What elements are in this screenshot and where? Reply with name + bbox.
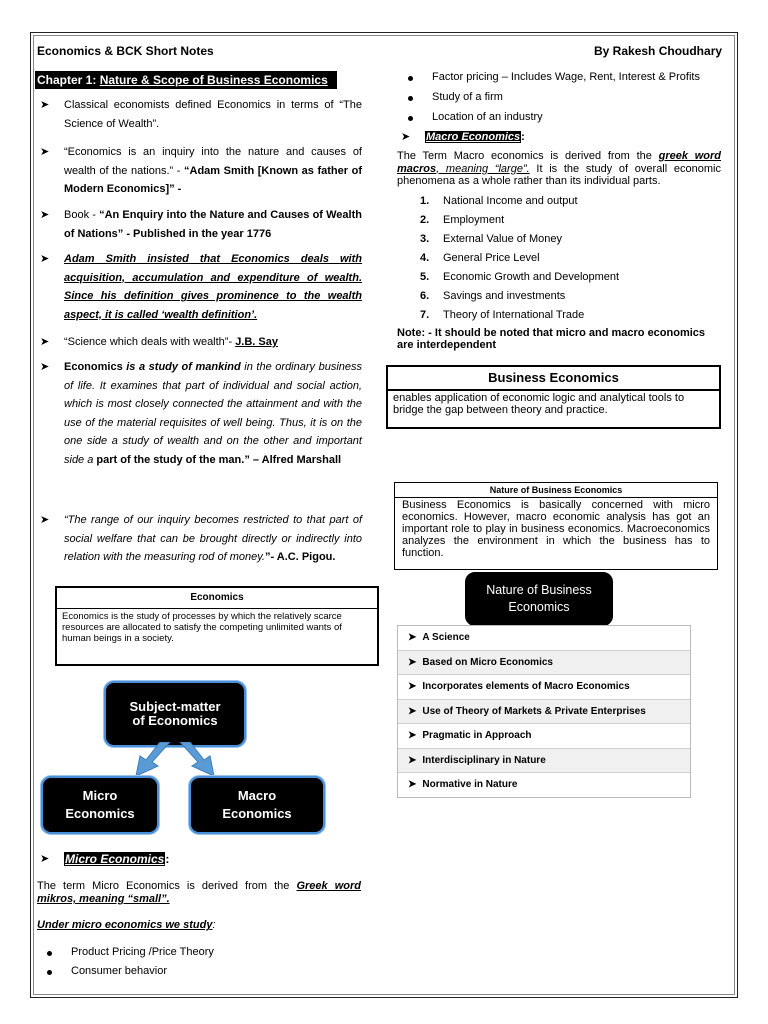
list-item: ➤ Economics is a study of mankind in the ordinary business of life. It examines that part of individual and social action, which is most closely connected the attainment and with the use of the material requisites of well being. Thus, it is on the one side a study of wealth and on the other and important side a part of the study of the man.” – Alfred Marshall — [40, 358, 362, 469]
arrow-left-icon — [136, 742, 170, 776]
arrow-icon: ➤ — [40, 146, 50, 158]
list-item: ➤ Book - “An Enquiry into the Nature and Causes of Wealth of Nations” - Published in the year 1776 — [40, 206, 362, 243]
arrow-icon: ➤ — [408, 681, 417, 693]
list-item: 5. Economic Growth and Development — [420, 271, 620, 283]
diagram-arrows — [130, 742, 220, 778]
list-item: Study of a firm — [408, 91, 503, 103]
box-title: Economics — [57, 588, 377, 609]
nature-pill: Nature of Business Economics — [465, 572, 613, 626]
arrow-icon: ➤ — [40, 853, 50, 865]
list-item: ➤ Use of Theory of Markets & Private Enterprises — [398, 700, 690, 725]
micro-intro: The term Micro Economics is derived from the Greek word mikros, meaning “small”. — [37, 880, 361, 905]
arrow-icon: ➤ — [408, 632, 417, 644]
bullet-icon — [408, 116, 413, 121]
arrow-icon: ➤ — [40, 99, 50, 111]
micro-study-heading: Under micro economics we study: — [37, 919, 216, 931]
arrow-icon: ➤ — [401, 131, 411, 143]
macro-heading: ➤ Macro Economics: — [401, 128, 723, 147]
interdependence-note: Note: - It should be noted that micro and macro economics are interdependent — [397, 327, 706, 351]
micro-economics-node: Micro Economics — [41, 776, 159, 834]
macro-intro: The Term Macro economics is derived from the greek word macros, meaning “large”. It is the study of overall economic phenomena as a whole rather than its individual parts. — [397, 150, 721, 187]
list-item: ➤ “Economics is an inquiry into the nature and causes of wealth of the nations.” - “Adam Smith [Known as father of Modern Economics]” - — [40, 143, 362, 199]
chapter-heading: Chapter 1: Nature & Scope of Business Economics — [35, 71, 337, 89]
arrow-icon: ➤ — [408, 730, 417, 742]
economics-definition-box — [55, 586, 379, 666]
box-text: Economics is the study of processes by which the relatively scarce resources are allocated to satisfy the competing unlimited wants of human beings in a society. — [62, 611, 342, 644]
arrow-icon: ➤ — [40, 361, 50, 373]
list-item: ➤ Pragmatic in Approach — [398, 724, 690, 749]
list-item: 7. Theory of International Trade — [420, 309, 585, 321]
box-title: Nature of Business Economics — [395, 483, 717, 498]
list-item: 2. Employment — [420, 214, 505, 226]
arrow-icon: ➤ — [408, 705, 417, 717]
macro-economics-node: Macro Economics — [189, 776, 325, 834]
list-item: ➤ “Science which deals with wealth”- J.B. Say — [40, 333, 362, 352]
arrow-icon: ➤ — [408, 779, 417, 791]
box-title: Business Economics — [388, 367, 719, 391]
bullet-icon — [408, 76, 413, 81]
list-item: 4. General Price Level — [420, 252, 540, 264]
list-item: ➤ Normative in Nature — [408, 779, 518, 791]
list-item: ➤ Incorporates elements of Macro Economics — [398, 675, 690, 700]
nature-box — [394, 482, 718, 570]
list-item: ➤ Adam Smith insisted that Economics deals with acquisition, accumulation and expenditure of wealth. Since his definition gives prominence to the wealth aspect, it is called ‘wealth definition’. — [40, 250, 362, 324]
list-item: Consumer behavior — [47, 965, 167, 977]
arrow-icon: ➤ — [40, 514, 50, 526]
list-item: Product Pricing /Price Theory — [47, 946, 214, 958]
bullet-icon — [408, 96, 413, 101]
list-item: Location of an industry — [408, 111, 543, 123]
list-item: 6. Savings and investments — [420, 290, 566, 302]
subject-matter-node: Subject-matter of Economics — [104, 681, 246, 747]
list-item: ➤ Interdisciplinary in Nature — [398, 749, 690, 774]
list-item: 1. National Income and output — [420, 195, 578, 207]
list-item: Factor pricing – Includes Wage, Rent, Interest & Profits — [408, 71, 700, 83]
arrow-icon: ➤ — [40, 253, 50, 265]
arrow-icon: ➤ — [408, 754, 417, 766]
list-item: ➤ Classical economists defined Economics in terms of “The Science of Wealth”. — [40, 96, 362, 133]
nature-list — [397, 625, 691, 798]
arrow-icon: ➤ — [40, 336, 50, 348]
bullet-icon — [47, 951, 52, 956]
list-item: ➤ “The range of our inquiry becomes restricted to that part of social welfare that can be brought directly or indirectly into relation with the measuring rod of money.”- A.C. Pigou. — [40, 511, 362, 567]
bullet-icon — [47, 970, 52, 975]
micro-heading: ➤ Micro Economics: — [40, 850, 362, 869]
business-economics-box — [386, 365, 721, 429]
list-item: ➤ Based on Micro Economics — [398, 651, 690, 676]
box-text: Business Economics is basically concerned with micro economics. However, macro economic analysis has got an important role to play in business economics. Macroeconomics analyzes the environment in which the business has to function. — [402, 499, 710, 559]
arrow-icon: ➤ — [40, 209, 50, 221]
box-text: enables application of economic logic and analytical tools to bridge the gap between theory and practice. — [393, 392, 685, 416]
list-item: ➤ A Science — [398, 626, 690, 651]
arrow-icon: ➤ — [408, 656, 417, 668]
header-title: Economics & BCK Short Notes — [37, 44, 214, 58]
list-item: 3. External Value of Money — [420, 233, 563, 245]
header-author: By Rakesh Choudhary — [594, 44, 723, 58]
arrow-right-icon — [180, 742, 214, 776]
